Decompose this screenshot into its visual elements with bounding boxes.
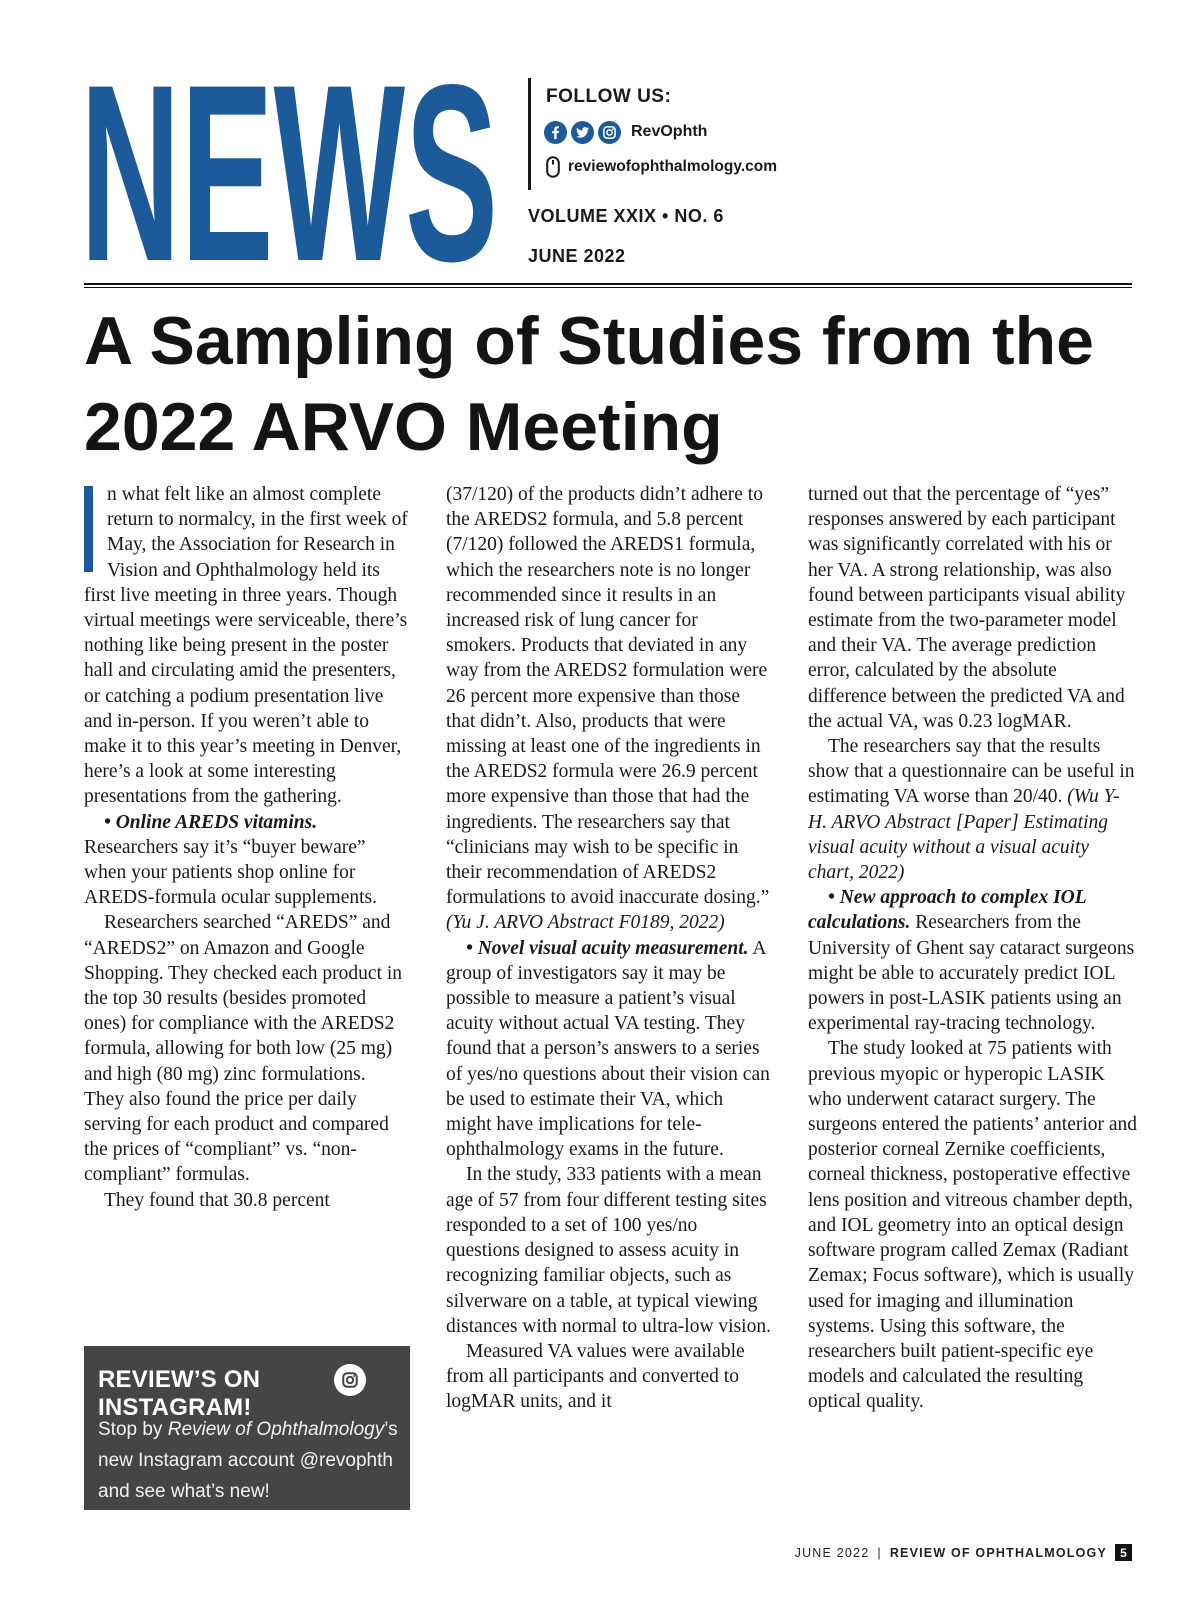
paragraph [446,936,772,1163]
instagram-box-title: REVIEW’S ON INSTAGRAM! [98,1366,261,1421]
paragraph [808,734,1138,885]
volume-number: VOLUME XXIX • NO. 6 [528,206,724,226]
article-column-1 [84,482,410,1213]
facebook-icon[interactable] [544,121,567,144]
drop-cap-bar [84,486,93,572]
paragraph [808,885,1138,1036]
page-number: 5 [1115,1544,1132,1561]
mouse-icon [546,156,560,178]
article-column-3 [808,482,1138,1415]
news-section-title [80,70,498,270]
issue-date: JUNE 2022 [528,246,626,266]
masthead-rule-thick [84,283,1132,285]
follow-us-label: FOLLOW US: [546,86,672,107]
paragraph-text: n what felt like an almost complete return to normalcy, in the first week of May, the Association for Research in Vision and Ophthalmology held its first live meeting in three years. Though virtual meetings were serviceable, there’s nothing like being present in the poster hall and circulating amid the presenters, or catching a podium presentation live and in-person. If you weren’t able to make it to this year’s meeting in Denver, here’s a look at some interesting presentations from the gathering. [84,484,408,808]
instagram-promo-box [84,1346,410,1510]
instagram-box-text [98,1414,403,1507]
paragraph-text: A group of investigators say it may be possible to measure a patient’s visual acuity without actual VA testing. They found that a person’s answers to a series of yes/no questions about their vision can be used to estimate their VA, which might have implications for tele-ophthalmology exams in the future. [446,937,770,1161]
subhead-iol-calculations: • New approach to complex IOL calculations. [808,887,1086,934]
paragraph [84,810,410,911]
paragraph-text: The researchers say that the results show that a questionnaire can be useful in estimating VA worse than 20/40. [808,736,1135,808]
instagram-icon[interactable] [598,121,621,144]
page-footer [795,1544,1132,1561]
footer-date: JUNE 2022 [794,1545,870,1560]
paragraph: Measured VA values were available from all participants and converted to logMAR units, and it [446,1340,745,1413]
headline-line-1: A Sampling of Studies from the [84,303,1094,379]
article-headline [84,298,1144,470]
paragraph: Researchers searched “AREDS” and “AREDS2” on Amazon and Google Shopping. They checked each product in the top 30 results (besides promoted ones) for compliance with the AREDS2 formula, allowing for both low (25 mg) and high (80 mg) zinc formulations. They also found the price per daily serving for each product and compared the prices of “compliant” vs. “non-compliant” formulas. [84,912,403,1186]
website-link[interactable] [546,156,777,178]
text: Stop by [98,1419,168,1440]
paragraph-text: Researchers from the University of Ghent say cataract surgeons might be able to accurately predict IOL powers in post-LASIK patients using an experimental ray-tracing technology. [808,912,1135,1035]
headline-line-2: 2022 ARVO Meeting [84,389,723,465]
social-handle[interactable]: RevOphth [631,123,708,140]
paragraph: The study looked at 75 patients with previous myopic or hyperopic LASIK who underwent cataract surgery. The surgeons entered the patients’ anterior and posterior corneal Zernike coefficients, corneal thickness, postoperative effective lens position and vitreous chamber depth, and IOL geometry into an optical design software program called Zemax (Radiant Zemax; Focus software), which is usually used for imaging and illumination systems. Using this software, the researchers built patient-specific eye models and calculated the resulting optical quality. [808,1038,1138,1413]
citation: (Wu Y-H. ARVO Abstract [Paper] Estimating visual acuity without a visual acuity chart, 2022) [808,786,1120,884]
subhead-visual-acuity: • Novel visual acuity measurement. [466,937,749,959]
footer-publication: REVIEW OF OPHTHALMOLOGY [889,1545,1107,1560]
publication-name: Review of Ophthalmology [167,1419,385,1440]
paragraph [84,482,410,810]
social-links [544,120,707,144]
subhead-online-areds: • Online AREDS vitamins. [104,811,318,833]
instagram-icon[interactable] [334,1364,366,1396]
paragraph: They found that 30.8 percent [104,1189,330,1211]
masthead-rule-thin [84,287,1132,288]
twitter-icon[interactable] [571,121,594,144]
text: ’s new Instagram account @revophth and see what’s new! [98,1419,398,1502]
paragraph-text: (37/120) of the products didn’t adhere to the AREDS2 formula, and 5.8 percent (7/120) followed the AREDS1 formula, which the researchers note is no longer recommended since it results in an increased risk of lung cancer for smokers. Products that deviated in any way from the AREDS2 formulation were 26 percent more expensive than those that didn’t. Also, products that were missing at least one of the ingredients in the AREDS2 formula were 26.9 percent more expensive than those that had the ingredients. The researchers say that “clinicians may wish to be specific in their recommendation of AREDS2 formulations to avoid inaccurate dosing.” [446,484,770,909]
svg-text:NEWS: NEWS [80,70,498,270]
citation: (Yu J. ARVO Abstract F0189, 2022) [446,912,725,934]
paragraph: turned out that the percentage of “yes” responses answered by each participant was significantly correlated with his or her VA. A strong relationship, was also found between participants visual ability estimate from the two-parameter model and their VA. The average prediction error, calculated by the absolute difference between the predicted VA and the actual VA, was 0.23 logMAR. [808,484,1126,732]
footer-separator: | [877,1545,882,1560]
website-url[interactable]: reviewofophthalmology.com [568,158,777,175]
paragraph [446,482,772,936]
paragraph-text: Researchers say it’s “buyer beware” when your patients shop online for AREDS-formula ocular supplements. [84,836,377,909]
paragraph: In the study, 333 patients with a mean age of 57 from four different testing sites responded to a set of 100 yes/no questions designed to assess acuity in recognizing familiar objects, such as silverware on a table, at typical viewing distances with normal to ultra-low vision. [446,1164,771,1337]
article-column-2 [446,482,772,1415]
masthead-divider [528,78,531,190]
